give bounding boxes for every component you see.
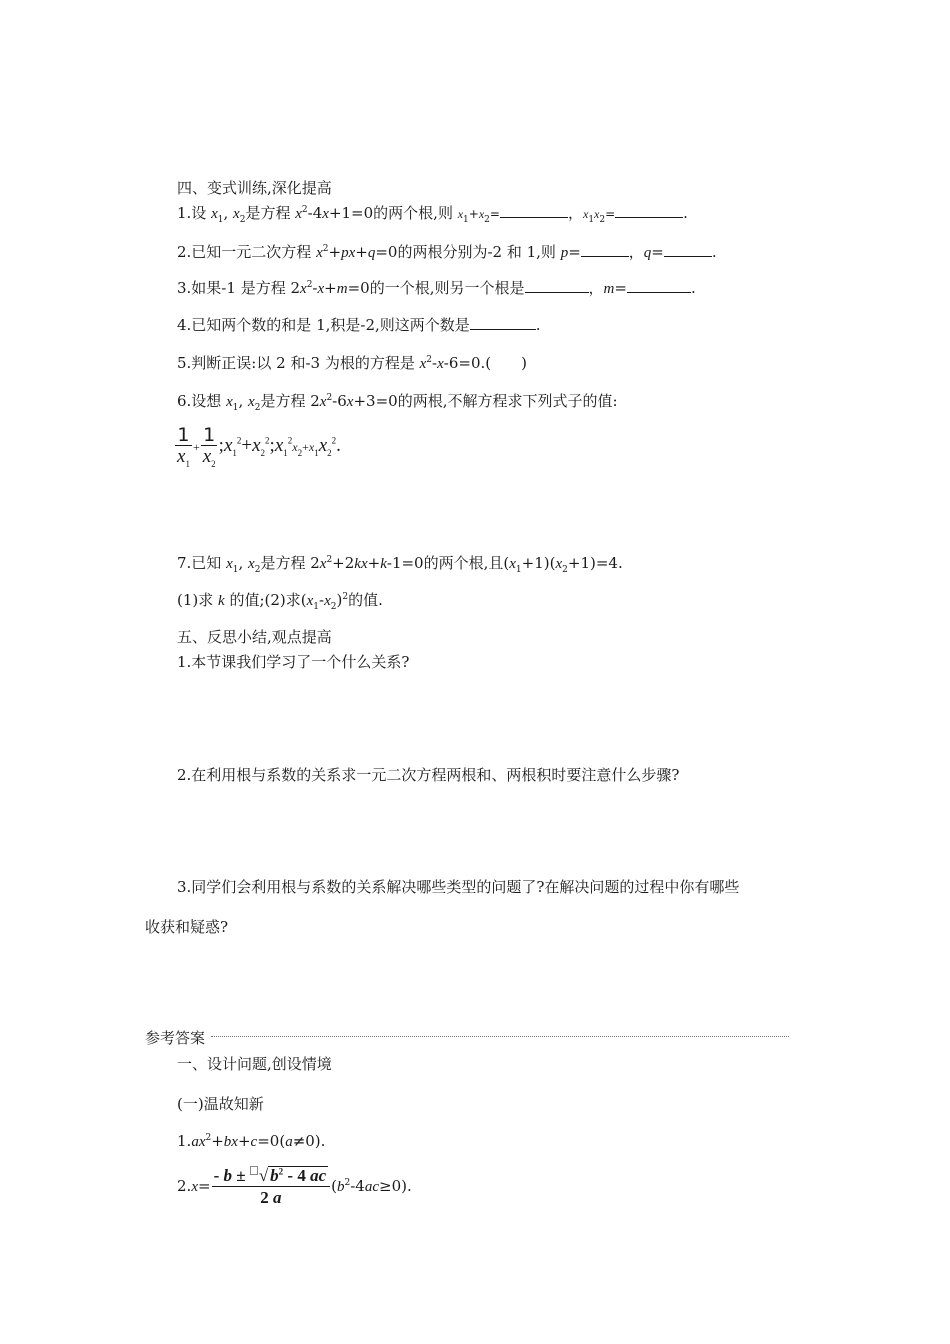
question-4-5: 5.判断正误:以 2 和-3 为根的方程是 $x^2-x-6=0$.( ) xyxy=(177,354,527,372)
question-5-2: 2.在利用根与系数的关系求一元二次方程两根和、两根积时要注意什么步骤? xyxy=(177,766,680,784)
answers-title: 参考答案 xyxy=(145,1029,206,1047)
section-heading-4: 四、变式训练,深化提高 xyxy=(177,179,332,197)
question-4-7: 7.已知 $x_1$, $x_2$是方程 $2x^2+2kx+k-1=0$的两个根,且$(x_1+1)(x_2+1)=4$. xyxy=(177,554,623,575)
question-5-3: 3.同学们会利用根与系数的关系解决哪些类型的问题了?在解决问题的过程中你有哪些 xyxy=(177,878,740,896)
answers-subsection-1: (一)温故知新 xyxy=(177,1095,264,1113)
answers-divider xyxy=(211,1036,789,1037)
question-4-2: 2.已知一元二次方程 $x^2+px+q=0$的两根分别为-2 和 1,则 p= ，q= . xyxy=(177,243,717,261)
question-4-4: 4.已知两个数的和是 1,积是-2,则这两个数是 . xyxy=(177,316,541,334)
answer-1: $1.ax^2+bx+c=0(a\ne 0)$. xyxy=(177,1132,326,1150)
question-4-7-parts: (1)求 k 的值;(2)求$(x_1-x_2)^2$的值. xyxy=(177,591,383,612)
question-5-3-continued: 收获和疑惑? xyxy=(145,918,229,936)
question-5-1: 1.本节课我们学习了一个什么关系? xyxy=(177,653,410,671)
answer-2: 2.x= $\frac{- b \pm √ b^2 - 4 ac}{2 a}$ $(b^2-4ac\ge 0)$. xyxy=(177,1165,412,1207)
question-4-1: 1.设 $x_1$, $x_2$是方程 $x^2-4x+1=0$的两个根,则 $x_1+x_2=$ ，$x_1x_2=$ . xyxy=(177,204,688,225)
answers-section-1: 一、设计问题,创设情境 xyxy=(177,1055,332,1073)
question-4-3: 3.如果-1 是方程 $2x^2-x+m=0$的一个根,则另一个根是 ，m= . xyxy=(177,279,696,297)
question-4-6: 6.设想 $x_1$, $x_2$是方程 $2x^2-6x+3=0$的两根,不解方程求下列式子的值: xyxy=(177,392,618,413)
section-heading-5: 五、反思小结,观点提高 xyxy=(177,628,332,646)
question-4-6-expression: $\frac{1}{x_1}$ + $\frac{1}{x_2}$ $;x_1^2+x_2^2;x_1^2x_2+x_1x_2^2$. xyxy=(177,424,341,469)
